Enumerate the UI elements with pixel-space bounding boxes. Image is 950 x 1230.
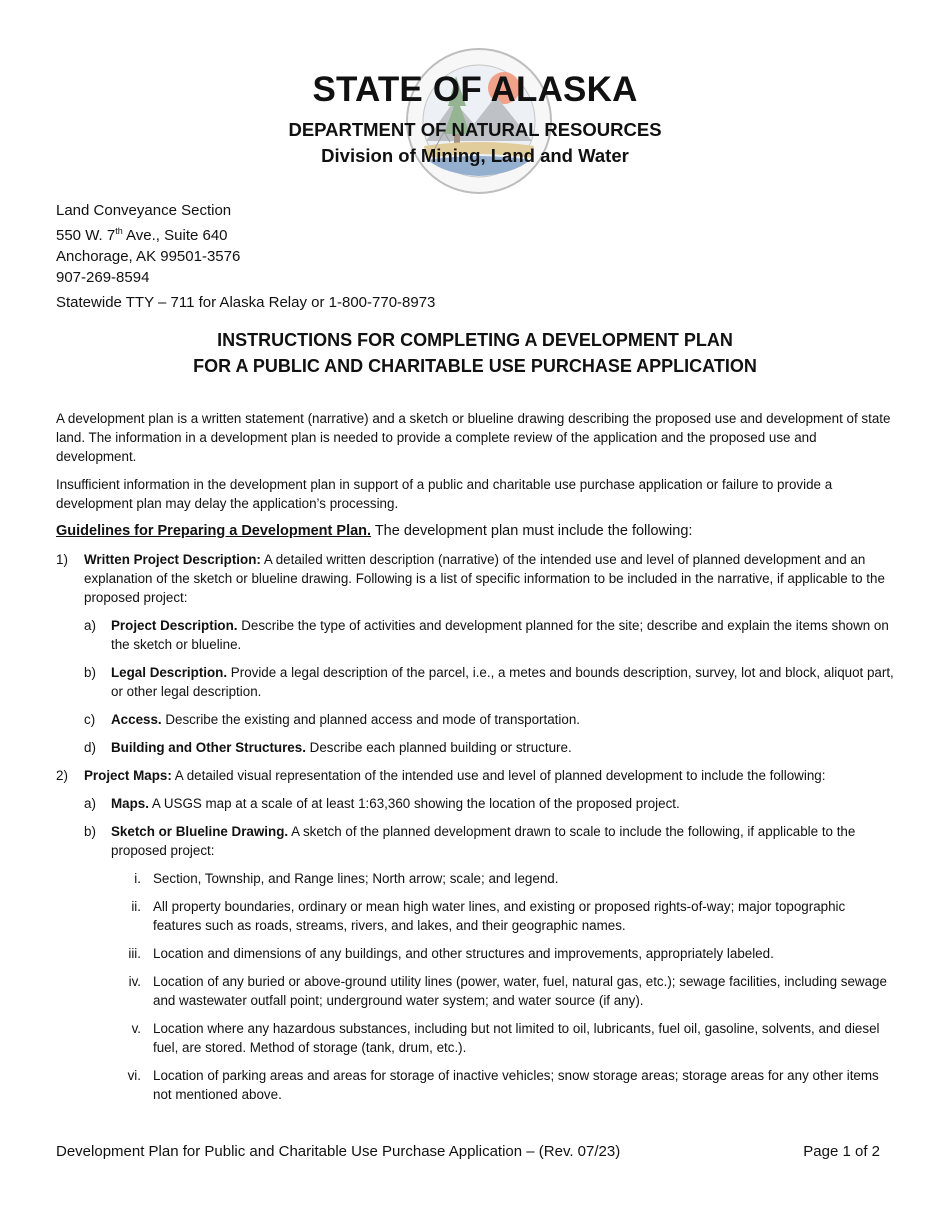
roman-item [56,944,896,963]
item-text: A detailed written description (narrative) of the intended use and level of planned development and an explanation of the sketch or blueline drawing. Following is a list of specific information to be included in the narrative, if applicable to the proposed project: [84,552,885,605]
intro-paragraph-1: A development plan is a written statement (narrative) and a sketch or blueline drawing describing the proposed use and development of state land. The information in a development plan is needed to provide a complete review of the application and the proposed use and development. [56,411,891,464]
sub-item [56,616,896,654]
item-title: Written Project Description: [84,552,261,567]
sub-item [56,663,896,701]
sub-item-title: Building and Other Structures. [111,740,306,755]
roman-item-text: Section, Township, and Range lines; North arrow; scale; and legend. [153,871,559,886]
doc-title-line1: INSTRUCTIONS FOR COMPLETING A DEVELOPMENT PLAN [217,330,733,350]
sub-item-text: Describe each planned building or structure. [305,740,572,755]
roman-item-text: Location where any hazardous substances, including but not limited to oil, lubricants, fuel oil, gasoline, solvents, and diesel fuel, are stored. Method of storage (tank, drum, etc.). [153,1021,880,1055]
intro-paragraph-2: Insufficient information in the development plan in support of a public and charitable use purchase application or failure to provide a development plan may delay the application’s processing. [56,477,833,511]
guidelines-text: The development plan must include the following: [371,523,693,539]
sub-item-title: Access. [111,712,162,727]
instructions-body [56,409,896,1113]
list-item [56,766,896,785]
sub-item-letter: a) [84,796,96,811]
street-number: 550 W. 7 [56,227,116,244]
footer-document-name: Development Plan for Public and Charitable Use Purchase Application – (Rev. 07/23) [56,1143,621,1160]
item-number: 2) [56,768,68,783]
item-number: 1) [56,552,68,567]
section-name: Land Conveyance Section [56,202,232,219]
sub-item [56,710,896,729]
roman-item-text: Location of parking areas and areas for storage of inactive vehicles; snow storage areas; storage areas for any other items not mentioned above. [153,1068,879,1102]
roman-numeral: ii. [131,899,141,914]
sub-item-text: Describe the type of activities and development planned for the site; describe and explain the items shown on the sketch or blueline. [111,618,889,652]
sub-item-letter: c) [84,712,96,727]
sub-item-letter: b) [84,824,96,839]
sub-item-text: A sketch of the planned development drawn to scale to include the following, if applicable to the proposed project: [111,824,856,858]
sub-item [56,794,896,813]
sub-item-title: Project Description. [111,618,238,633]
sub-item-text: Describe the existing and planned access and mode of transportation. [161,712,580,727]
roman-item [56,897,896,935]
street-address [56,221,240,246]
item-title: Project Maps: [84,768,172,783]
sub-item [56,738,896,757]
roman-numeral: v. [131,1021,141,1036]
sub-item-text: Provide a legal description of the parcel, i.e., a metes and bounds description, survey, lot and block, aliquot part, or other legal description. [111,665,894,699]
roman-numeral: vi. [127,1068,141,1083]
roman-item [56,972,896,1010]
roman-item [56,869,896,888]
mailing-address [56,200,240,288]
roman-item-text: Location and dimensions of any buildings, and other structures and improvements, appropriately labeled. [153,946,774,961]
roman-item [56,1019,896,1057]
sub-item-title: Legal Description. [111,665,228,680]
sub-item-letter: a) [84,618,96,633]
street-suite: Ave., Suite 640 [122,227,228,244]
sub-item-text: A USGS map at a scale of at least 1:63,360 showing the location of the proposed project. [148,796,680,811]
sub-item-letter: b) [84,665,96,680]
roman-item [56,1066,896,1104]
roman-numeral: i. [134,871,141,886]
sub-item-title: Maps. [111,796,149,811]
state-heading: STATE OF ALASKA [312,70,638,109]
roman-item-text: All property boundaries, ordinary or mean high water lines, and existing or proposed rights-of-way; major topographic features such as roads, streams, rivers, and lakes, and their geographic names. [153,899,846,933]
phone-number: 907-269-8594 [56,269,150,286]
city-state-zip: Anchorage, AK 99501-3576 [56,248,241,265]
sub-item [56,822,896,860]
list-item [56,550,896,607]
department-heading: DEPARTMENT OF NATURAL RESOURCES [288,119,662,140]
sub-item-title: Sketch or Blueline Drawing. [111,824,289,839]
guidelines-heading: Guidelines for Preparing a Development Plan. [56,523,372,539]
roman-numeral: iv. [128,974,141,989]
item-text: A detailed visual representation of the intended use and level of planned development to include the following: [171,768,826,783]
roman-item-text: Location of any buried or above-ground utility lines (power, water, fuel, natural gas, etc.); sewage facilities, including sewage and wastewater outfall point; underground water system; and water source (if any). [153,974,887,1008]
tty-line: Statewide TTY – 711 for Alaska Relay or 1-800-770-8973 [56,294,436,311]
roman-numeral: iii. [128,946,141,961]
street-ordinal: th [115,226,123,236]
footer-page-number: Page 1 of 2 [803,1143,880,1160]
sub-item-letter: d) [84,740,96,755]
guidelines-paragraph [56,522,896,541]
doc-title-line2: FOR A PUBLIC AND CHARITABLE USE PURCHASE APPLICATION [193,356,757,376]
division-heading: Division of Mining, Land and Water [321,145,629,166]
